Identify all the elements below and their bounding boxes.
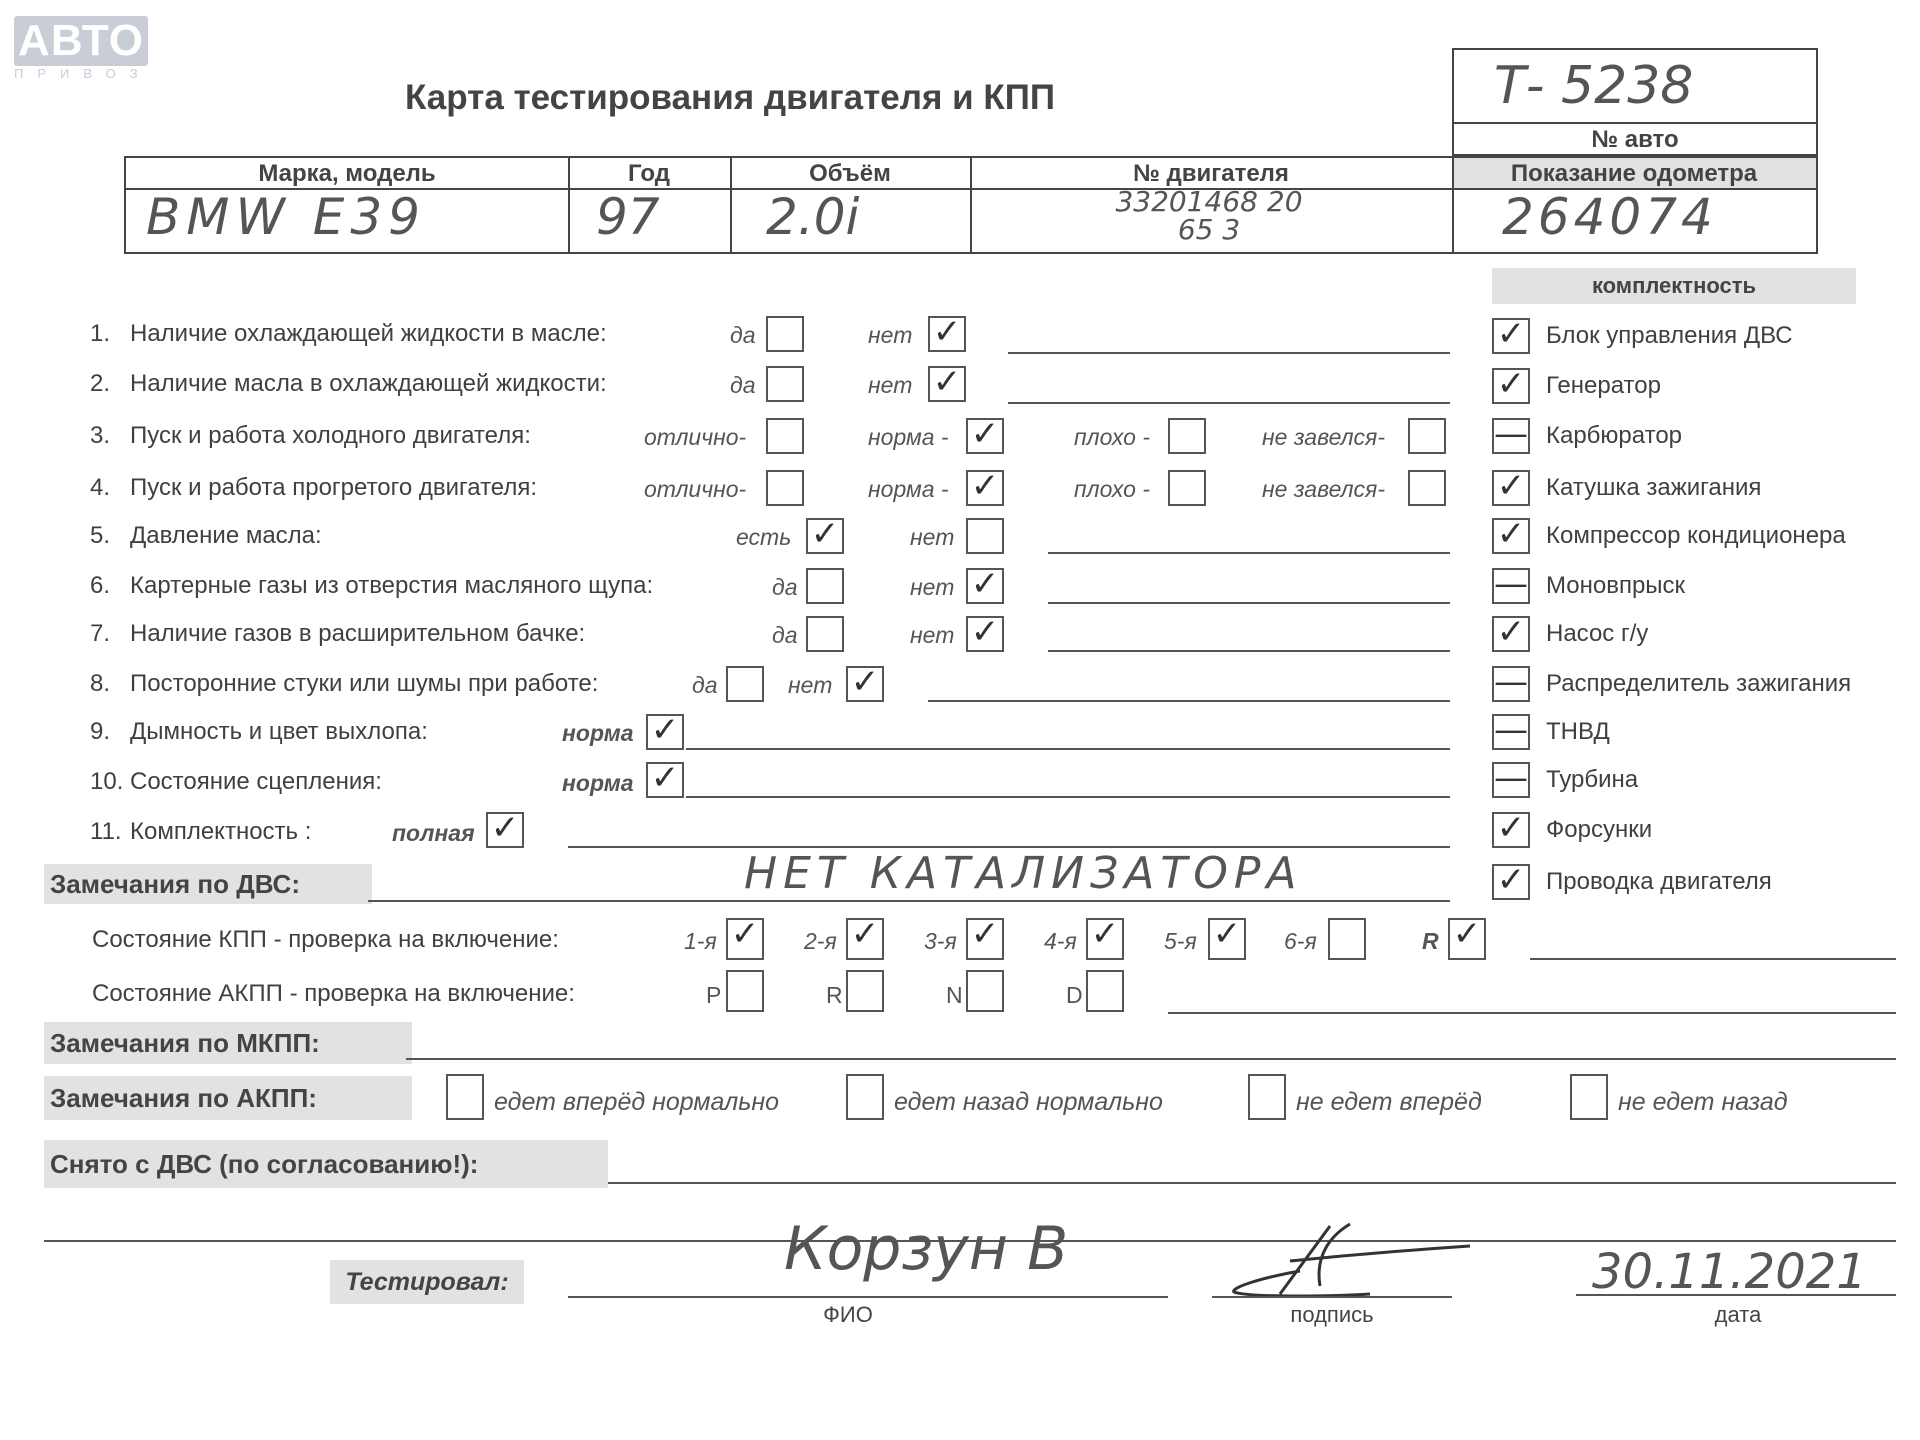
completeness-checkbox[interactable]: ✓ — [1492, 368, 1530, 404]
value-model: BMW E39 — [146, 188, 426, 246]
option-net: нет — [788, 672, 833, 698]
gear-checkbox[interactable]: ✓ — [966, 918, 1004, 960]
completeness-checkbox[interactable]: ✓ — [1492, 318, 1530, 354]
gear-checkbox[interactable]: ✓ — [1448, 918, 1486, 960]
comment-line — [1048, 552, 1450, 554]
option-norma: норма - — [868, 424, 949, 450]
header-year: Год — [628, 160, 670, 187]
auto-number-box — [1452, 48, 1818, 156]
akpp-mode-label: N — [946, 982, 963, 1008]
gear-checkbox[interactable]: ✓ — [726, 918, 764, 960]
completeness-item-label: ТНВД — [1546, 718, 1610, 745]
option-net: нет — [910, 524, 955, 550]
option-ne-zavelsya: не завелся- — [1262, 424, 1386, 450]
question-10: 10. Состояние сцепления: — [90, 768, 382, 795]
header-odometer: Показание одометра — [1510, 160, 1758, 187]
comment-line — [928, 700, 1450, 702]
option-da: да — [692, 672, 718, 698]
option-otlichno: отлично- — [644, 476, 747, 502]
completeness-checkbox[interactable]: ✓ — [1492, 470, 1530, 506]
completeness-checkbox[interactable]: ✓ — [1492, 864, 1530, 900]
value-engine-number: 33201468 20 65 3 — [1115, 185, 1303, 246]
gear-checkbox[interactable]: ✓ — [1086, 918, 1124, 960]
akpp-remark-option: не едет назад — [1618, 1088, 1788, 1116]
checkbox-present[interactable]: ✓ — [806, 518, 844, 554]
completeness-checkbox[interactable]: — — [1494, 414, 1528, 454]
akpp-mode-label: R — [826, 982, 843, 1008]
akpp-mode-checkbox[interactable] — [966, 970, 1004, 1012]
option-da: да — [730, 322, 756, 348]
gear-label: 2-я — [804, 928, 837, 954]
option-polnaya: полная — [392, 820, 475, 846]
signature-caption: подпись — [1290, 1302, 1374, 1327]
kpp-label: Состояние КПП - проверка на включение: — [92, 926, 559, 953]
header-model: Марка, модель — [258, 160, 436, 187]
option-ne-zavelsya: не завелся- — [1262, 476, 1386, 502]
checkbox-bad[interactable] — [1168, 418, 1206, 454]
question-5: 5. Давление масла: — [90, 522, 322, 549]
comment-line — [1008, 402, 1450, 404]
checkbox-excellent[interactable] — [766, 418, 804, 454]
date-caption: дата — [1714, 1302, 1762, 1327]
akpp-mode-label: P — [706, 982, 722, 1008]
akpp-mode-checkbox[interactable] — [1086, 970, 1124, 1012]
value-volume: 2.0i — [766, 188, 860, 246]
option-net: нет — [910, 622, 955, 648]
fio-line — [568, 1296, 1168, 1298]
option-norma: норма - — [868, 476, 949, 502]
fio-caption: ФИО — [823, 1302, 873, 1327]
akpp-remark-checkbox[interactable] — [1570, 1074, 1608, 1120]
akpp-mode-label: D — [1066, 982, 1083, 1008]
checkbox-full[interactable]: ✓ — [486, 812, 524, 848]
question-3: 3. Пуск и работа холодного двигателя: — [90, 422, 531, 449]
tested-by-label: Тестировал: — [330, 1260, 524, 1304]
auto-number-divider — [1454, 122, 1816, 124]
completeness-item-label: Форсунки — [1546, 816, 1653, 843]
option-da: да — [772, 622, 798, 648]
question-6: 6. Картерные газы из отверстия масляного щупа: — [90, 572, 654, 599]
checkbox-no[interactable]: ✓ — [928, 316, 966, 352]
logo-subtitle: ПРИВОЗ — [14, 66, 152, 81]
completeness-item-label: Насос г/у — [1546, 620, 1649, 647]
akpp-line — [1168, 1012, 1896, 1014]
page-title: Карта тестирования двигателя и КПП — [405, 78, 1056, 117]
completeness-checkbox[interactable]: — — [1494, 758, 1528, 798]
akpp-remark-checkbox[interactable] — [446, 1074, 484, 1120]
completeness-checkbox[interactable]: — — [1494, 564, 1528, 604]
remarks-engine-line — [368, 900, 1450, 902]
remarks-mkpp-line — [406, 1058, 1896, 1060]
gear-label: 6-я — [1284, 928, 1317, 954]
comment-line — [1048, 602, 1450, 604]
checkbox-yes[interactable] — [806, 616, 844, 652]
remarks-mkpp-label: Замечания по МКПП: — [44, 1022, 412, 1064]
akpp-remark-option: едет назад нормально — [894, 1088, 1163, 1116]
checkbox-yes[interactable] — [726, 666, 764, 702]
checkbox-no[interactable]: ✓ — [966, 568, 1004, 604]
checkbox-absent[interactable] — [966, 518, 1004, 554]
question-7: 7. Наличие газов в расширительном бачке: — [90, 620, 586, 647]
remarks-engine-value: НЕТ КАТАЛИЗАТОРА — [744, 848, 1303, 899]
header-engine-number: № двигателя — [1133, 160, 1289, 187]
gear-label: R — [1422, 928, 1439, 954]
value-odometer: 264074 — [1502, 188, 1717, 246]
option-ploho: плохо - — [1074, 424, 1150, 450]
question-4: 4. Пуск и работа прогретого двигателя: — [90, 474, 538, 501]
option-da: да — [772, 574, 798, 600]
akpp-mode-checkbox[interactable] — [726, 970, 764, 1012]
completeness-item-label: Карбюратор — [1546, 422, 1683, 449]
comment-line — [686, 796, 1450, 798]
removed-line — [608, 1182, 1896, 1184]
logo-text: АВТО — [18, 16, 144, 65]
completeness-checkbox[interactable]: ✓ — [1492, 616, 1530, 652]
option-ploho: плохо - — [1074, 476, 1150, 502]
option-net: нет — [910, 574, 955, 600]
gear-label: 4-я — [1044, 928, 1077, 954]
checkbox-bad[interactable] — [1168, 470, 1206, 506]
signature — [1220, 1216, 1480, 1306]
signature-line — [1212, 1296, 1452, 1298]
completeness-checkbox[interactable]: ✓ — [1492, 812, 1530, 848]
checkbox-excellent[interactable] — [766, 470, 804, 506]
vehicle-table — [124, 156, 1818, 254]
completeness-checkbox[interactable]: ✓ — [1492, 518, 1530, 554]
checkbox-normal[interactable]: ✓ — [966, 418, 1004, 454]
logo — [14, 16, 148, 66]
akpp-label: Состояние АКПП - проверка на включение: — [92, 980, 575, 1007]
completeness-checkbox[interactable]: — — [1494, 710, 1528, 750]
option-net: нет — [868, 322, 913, 348]
completeness-item-label: Компрессор кондиционера — [1546, 522, 1846, 549]
comment-line — [686, 748, 1450, 750]
gear-checkbox[interactable] — [1328, 918, 1366, 960]
question-8: 8. Посторонние стуки или шумы при работе: — [90, 670, 599, 697]
gear-label: 5-я — [1164, 928, 1197, 954]
option-otlichno: отлично- — [644, 424, 747, 450]
completeness-item-label: Генератор — [1546, 372, 1661, 399]
question-11: 11. Комплектность : — [90, 818, 312, 845]
completeness-item-label: Катушка зажигания — [1546, 474, 1762, 501]
removed-label: Снято с ДВС (по согласованию!): — [44, 1140, 608, 1188]
checkbox-normal[interactable]: ✓ — [646, 714, 684, 750]
akpp-remark-option: едет вперёд нормально — [494, 1088, 780, 1116]
checkbox-normal[interactable]: ✓ — [966, 470, 1004, 506]
completeness-item-label: Проводка двигателя — [1546, 868, 1772, 895]
completeness-item-label: Блок управления ДВС — [1546, 322, 1793, 349]
akpp-mode-checkbox[interactable] — [846, 970, 884, 1012]
gear-label: 3-я — [924, 928, 957, 954]
auto-number-label: № авто — [1591, 126, 1679, 153]
checkbox-no-start[interactable] — [1408, 470, 1446, 506]
gear-checkbox[interactable]: ✓ — [846, 918, 884, 960]
kpp-line — [1530, 958, 1896, 960]
akpp-remark-checkbox[interactable] — [846, 1074, 884, 1120]
header-volume: Объём — [809, 160, 891, 187]
value-year: 97 — [596, 188, 660, 246]
auto-number-value: Т- 5238 — [1494, 56, 1694, 116]
completeness-item-label: Турбина — [1546, 766, 1639, 793]
akpp-remark-option: не едет вперёд — [1296, 1088, 1482, 1116]
date-value: 30.11.2021 — [1592, 1244, 1867, 1300]
fio-value: Корзун В — [784, 1214, 1069, 1284]
comment-line — [1048, 650, 1450, 652]
completeness-item-label: Распределитель зажигания — [1546, 670, 1852, 697]
completeness-item-label: Моновпрыск — [1546, 572, 1686, 599]
checkbox-no[interactable]: ✓ — [966, 616, 1004, 652]
completeness-checkbox[interactable]: — — [1494, 662, 1528, 702]
question-9: 9. Дымность и цвет выхлопа: — [90, 718, 428, 745]
completeness-title: комплектность — [1492, 268, 1856, 304]
option-norma: норма — [562, 770, 634, 796]
comment-line — [1008, 352, 1450, 354]
question-2: 2. Наличие масла в охлаждающей жидкости: — [90, 370, 607, 397]
remarks-engine-label: Замечания по ДВС: — [44, 864, 372, 904]
checkbox-no[interactable]: ✓ — [928, 366, 966, 402]
checkbox-normal[interactable]: ✓ — [646, 762, 684, 798]
gear-label: 1-я — [684, 928, 717, 954]
checkbox-no[interactable]: ✓ — [846, 666, 884, 702]
gear-checkbox[interactable]: ✓ — [1208, 918, 1246, 960]
option-norma: норма — [562, 720, 634, 746]
date-line — [1576, 1294, 1896, 1296]
option-net: нет — [868, 372, 913, 398]
checkbox-no-start[interactable] — [1408, 418, 1446, 454]
question-1: 1. Наличие охлаждающей жидкости в масле: — [90, 320, 607, 347]
option-da: да — [730, 372, 756, 398]
checkbox-yes[interactable] — [806, 568, 844, 604]
checkbox-yes[interactable] — [766, 366, 804, 402]
checkbox-yes[interactable] — [766, 316, 804, 352]
remarks-akpp-label: Замечания по АКПП: — [44, 1076, 412, 1120]
option-est: есть — [736, 524, 792, 550]
akpp-remark-checkbox[interactable] — [1248, 1074, 1286, 1120]
